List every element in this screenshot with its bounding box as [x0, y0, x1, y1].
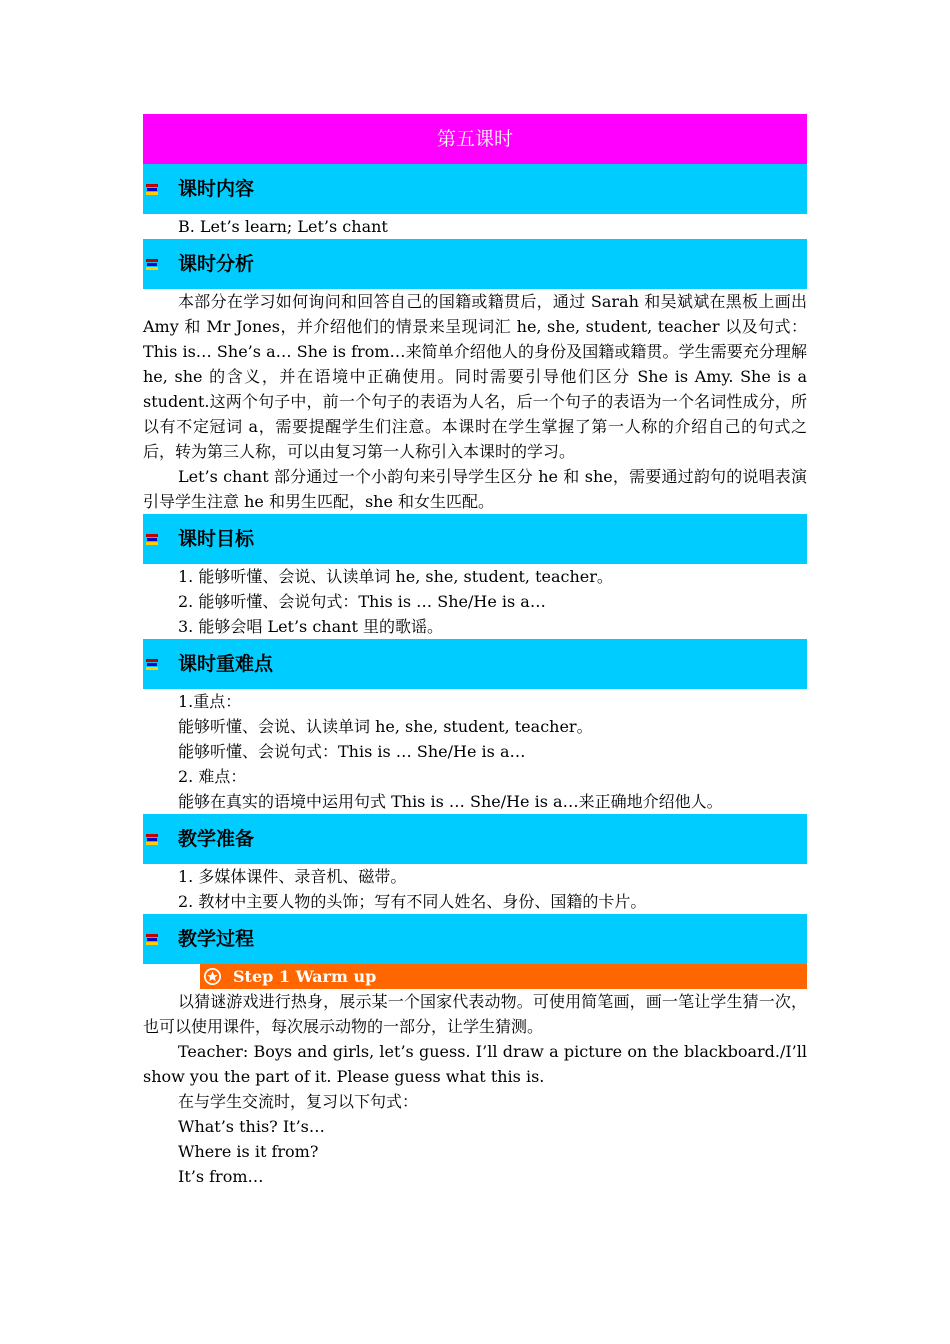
keypoint-line: 1.重点： [178, 692, 242, 711]
section-heading: 课时重难点 [178, 653, 274, 675]
section-heading: 课时分析 [178, 253, 255, 275]
section-heading: 教学过程 [178, 928, 255, 950]
goal-item: 1. 能够听懂、会说、认读单词 he, she, student, teacher。 [178, 567, 613, 586]
analysis-paragraph: Let’s chant 部分通过一个小韵句来引导学生区分 he 和 she，需要通过韵句的说唱表演引导学生注意 he 和男生匹配，she 和女生匹配。 [143, 467, 807, 511]
star-circle-icon [204, 968, 221, 985]
section-heading: 教学准备 [178, 828, 255, 850]
keypoint-line: 能够听懂、会说句式：This is … She/He is a… [178, 742, 526, 761]
section-keypoints-header [143, 639, 807, 689]
review-line: It’s from… [178, 1167, 264, 1186]
analysis-paragraph: 本部分在学习如何询问和回答自己的国籍或籍贯后，通过 Sarah 和吴斌斌在黑板上画出 Amy 和 Mr Jones，并介绍他们的情景来呈现词汇 he, she, student, teacher 以及句式：This is… She’s a… She is from…来简单介绍他人的身份及国籍或籍贯。学生需要充分理解 he, she 的含义，并在语境中正确使用。同时需要引导他们区分 She is Amy. She is a student.这两个句子中，前一个句子的表语为人名，后一个句子的表语为一个名词性成分，所以有不定冠词 a，需要提醒学生们注意。本课时在学生掌握了第一人称的介绍自己的句式之后，转为第三人称，可以由复习第一人称引入本课时的学习。 [143, 292, 807, 461]
section-process-header [143, 914, 807, 964]
keypoint-line: 2. 难点： [178, 767, 247, 786]
review-line: Where is it from? [178, 1142, 319, 1161]
step-intro: 以猜谜游戏进行热身，展示某一个国家代表动物。可使用简笔画，画一笔让学生猜一次，也可以使用课件，每次展示动物的一部分，让学生猜测。 [143, 992, 807, 1036]
teacher-dialog: Teacher: Boys and girls, let’s guess. I’ll draw a picture on the blackboard./I’ll show you the part of it. Please guess what this is. [143, 1042, 807, 1086]
lesson-page [143, 114, 807, 1189]
section-analysis-header [143, 239, 807, 289]
section-content-header [143, 164, 807, 214]
review-line: 在与学生交流时，复习以下句式： [178, 1092, 419, 1111]
review-line: What’s this? It’s… [178, 1117, 325, 1136]
book-stack-icon [146, 183, 158, 195]
lesson-title: 第五课时 [143, 114, 807, 164]
section-prep-header [143, 814, 807, 864]
prep-item: 1. 多媒体课件、录音机、磁带。 [178, 867, 407, 886]
book-stack-icon [146, 258, 158, 270]
book-stack-icon [146, 833, 158, 845]
step-label: Step 1 Warm up [233, 967, 377, 986]
section-heading: 课时内容 [178, 178, 255, 200]
keypoint-line: 能够在真实的语境中运用句式 This is … She/He is a…来正确地介绍他人。 [178, 792, 723, 811]
prep-item: 2. 教材中主要人物的头饰；写有不同人姓名、身份、国籍的卡片。 [178, 892, 647, 911]
content-line: B. Let’s learn; Let’s chant [178, 217, 388, 236]
book-stack-icon [146, 533, 158, 545]
book-stack-icon [146, 933, 158, 945]
goal-item: 3. 能够会唱 Let’s chant 里的歌谣。 [178, 617, 443, 636]
section-goals-header [143, 514, 807, 564]
keypoint-line: 能够听懂、会说、认读单词 he, she, student, teacher。 [178, 717, 593, 736]
step-1-header [200, 964, 807, 989]
book-stack-icon [146, 658, 158, 670]
goal-item: 2. 能够听懂、会说句式：This is … She/He is a… [178, 592, 546, 611]
section-heading: 课时目标 [178, 528, 255, 550]
